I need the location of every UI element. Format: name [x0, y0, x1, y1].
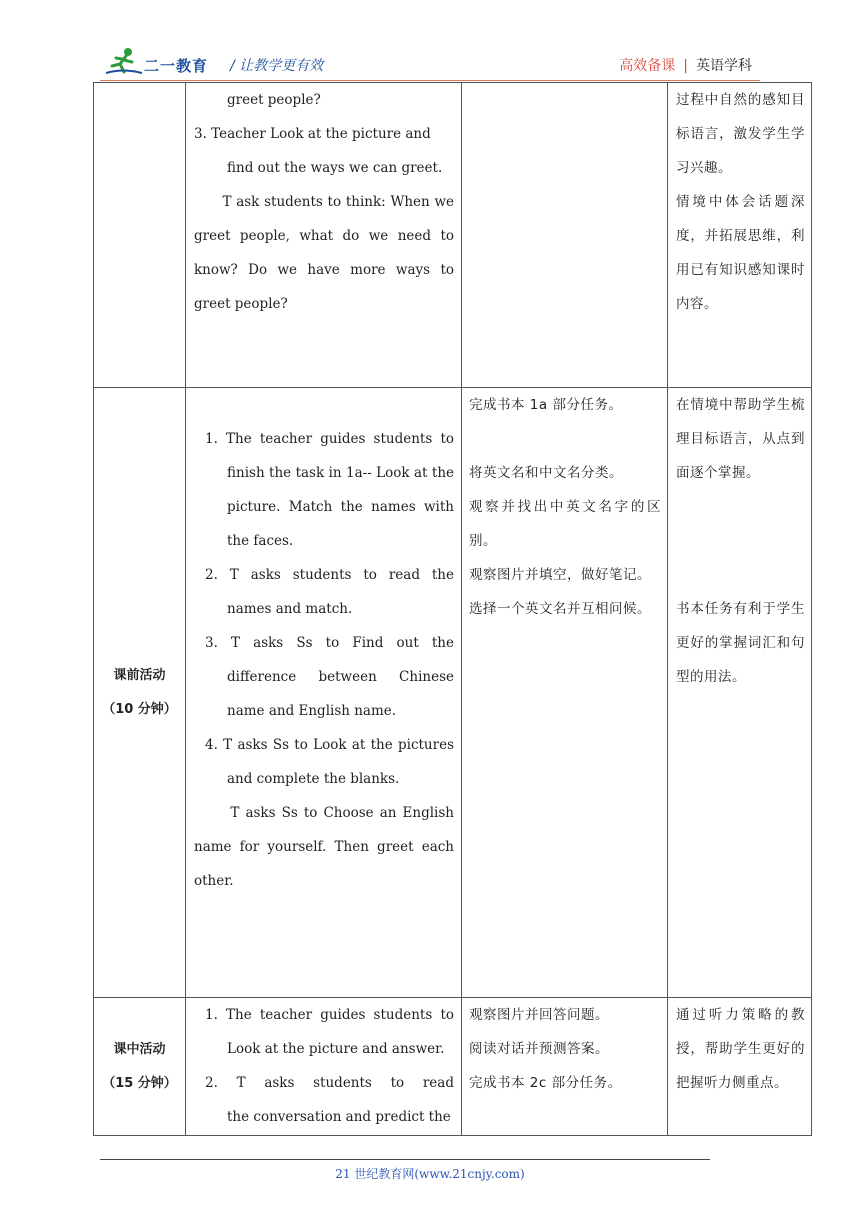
- table-row: [94, 83, 812, 388]
- header-subject: 英语学科: [696, 58, 752, 74]
- footer-divider: [100, 1159, 710, 1160]
- student-text: 将英文名和中文名分类。: [469, 465, 623, 481]
- student-text: 完成书本 1a 部分任务。: [469, 397, 623, 413]
- spacer: [676, 558, 805, 592]
- student-text: 完成书本 2c 部分任务。: [469, 1075, 622, 1091]
- header-divider: [100, 80, 760, 81]
- header-separator: |: [683, 58, 688, 74]
- stage-label: 课中活动: [113, 1041, 166, 1057]
- step-text: greet people?: [227, 92, 321, 108]
- step-text: 2. T asks students to read the names and match.: [205, 567, 454, 617]
- stage-cell: [94, 388, 186, 998]
- stage-duration: （15 分钟）: [102, 1075, 177, 1091]
- purpose-text: 在情境中帮助学生梳理目标语言，从点到面逐个掌握。: [676, 397, 805, 481]
- spacer: [676, 490, 805, 524]
- student-activity-cell: [462, 998, 668, 1136]
- step-text: T ask students to think: When we greet people, what do we need to know? Do we have more ways to greet people?: [194, 194, 459, 312]
- step-text: 1. The teacher guides students to Look at the picture and answer.: [205, 1007, 454, 1057]
- student-text: 观察图片并回答问题。: [469, 1007, 609, 1023]
- step-text: 1. The teacher guides students to finish the task in 1a-- Look at the picture. Match the names with the faces.: [205, 431, 454, 549]
- step-text: 3. Teacher Look at the picture and: [194, 126, 431, 142]
- footer-link[interactable]: 21 世纪教育网(www.21cnjy.com): [335, 1167, 525, 1181]
- step-text: T asks Ss to Choose an English name for yourself. Then greet each other.: [194, 805, 459, 889]
- stage-cell: [94, 998, 186, 1136]
- teacher-activity-cell: [186, 83, 462, 388]
- step-text: 2. T asks students to read the conversation and predict the: [205, 1075, 467, 1125]
- purpose-cell: [668, 83, 812, 388]
- student-text: 观察并找出中英文名字的区别。: [469, 499, 661, 549]
- student-activity-cell: [462, 83, 668, 388]
- spacer: [194, 388, 454, 422]
- purpose-cell: [668, 388, 812, 998]
- header-tag: 高效备课: [619, 58, 676, 74]
- student-text: 选择一个英文名并互相问候。: [469, 601, 651, 617]
- step-text: 4. T asks Ss to Look at the pictures and complete the blanks.: [205, 737, 454, 787]
- teacher-activity-cell: [186, 388, 462, 998]
- step-text: 3. T asks Ss to Find out the difference between Chinese name and English name.: [205, 635, 454, 719]
- teacher-activity-cell: [186, 998, 467, 1136]
- purpose-cell: [668, 998, 812, 1136]
- purpose-text: 情境中体会话题深度，并拓展思维，利用已有知识感知课时内容。: [676, 194, 805, 312]
- logo-text: 二一教育: [144, 57, 209, 75]
- stage-label: 课前活动: [113, 667, 166, 683]
- step-text: find out the ways we can greet.: [227, 160, 443, 176]
- stage-duration: （10 分钟）: [102, 701, 177, 717]
- spacer: [676, 524, 805, 558]
- page-header: [100, 44, 760, 84]
- header-slogan: / 让教学更有效: [230, 58, 324, 74]
- purpose-text: 书本任务有利于学生更好的掌握词汇和句型的用法。: [676, 601, 805, 685]
- lesson-plan-table: [93, 82, 812, 1136]
- header-right: [619, 55, 752, 75]
- student-activity-cell: [462, 388, 668, 998]
- running-man-logo-icon: [104, 46, 144, 76]
- student-text: 阅读对话并预测答案。: [469, 1041, 609, 1057]
- stage-cell: [94, 83, 186, 388]
- purpose-text: 通过听力策略的教授，帮助学生更好的把握听力侧重点。: [676, 1007, 805, 1091]
- table-row: [94, 388, 812, 998]
- student-text: 观察图片并填空，做好笔记。: [469, 567, 651, 583]
- purpose-text: 过程中自然的感知目标语言，激发学生学习兴趣。: [676, 92, 805, 176]
- table-row: [94, 998, 812, 1136]
- spacer: [469, 422, 661, 456]
